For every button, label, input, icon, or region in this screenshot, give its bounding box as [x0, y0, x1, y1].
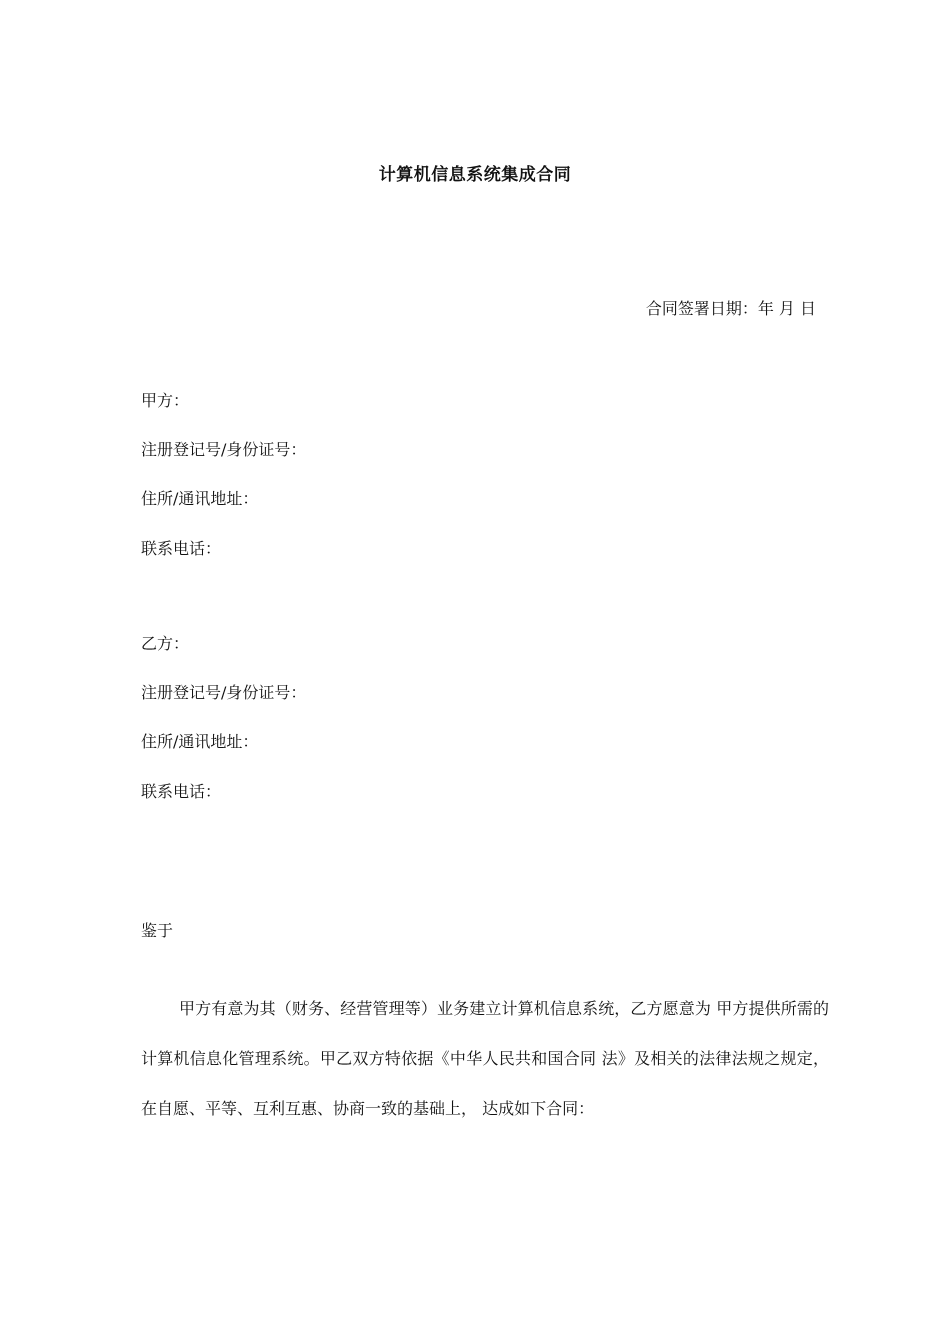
party-a-address: 住所/通讯地址：	[141, 489, 259, 508]
preamble-paragraph: 甲方有意为其（财务、经营管理等）业务建立计算机信息系统，乙方愿意为 甲方提供所需的计算机信息化管理系统。甲乙双方特依据《中华人民共和国合同 法》及相关的法律法规之规定，在自愿、平等、互利互惠、协商一致的基础上， 达成如下合同：	[141, 999, 829, 1118]
party-b-label: 乙方：	[141, 634, 190, 653]
party-a-phone: 联系电话：	[141, 539, 222, 558]
document-title: 计算机信息系统集成合同	[378, 165, 572, 185]
party-a-label: 甲方：	[141, 391, 190, 410]
whereas-heading: 鉴于	[141, 921, 174, 940]
sign-date: 合同签署日期：年 月 日	[645, 299, 816, 318]
party-b-address: 住所/通讯地址：	[141, 732, 259, 751]
party-a-reg-no: 注册登记号/身份证号：	[141, 440, 307, 459]
party-b-reg-no: 注册登记号/身份证号：	[141, 683, 307, 702]
party-b-phone: 联系电话：	[141, 782, 222, 801]
